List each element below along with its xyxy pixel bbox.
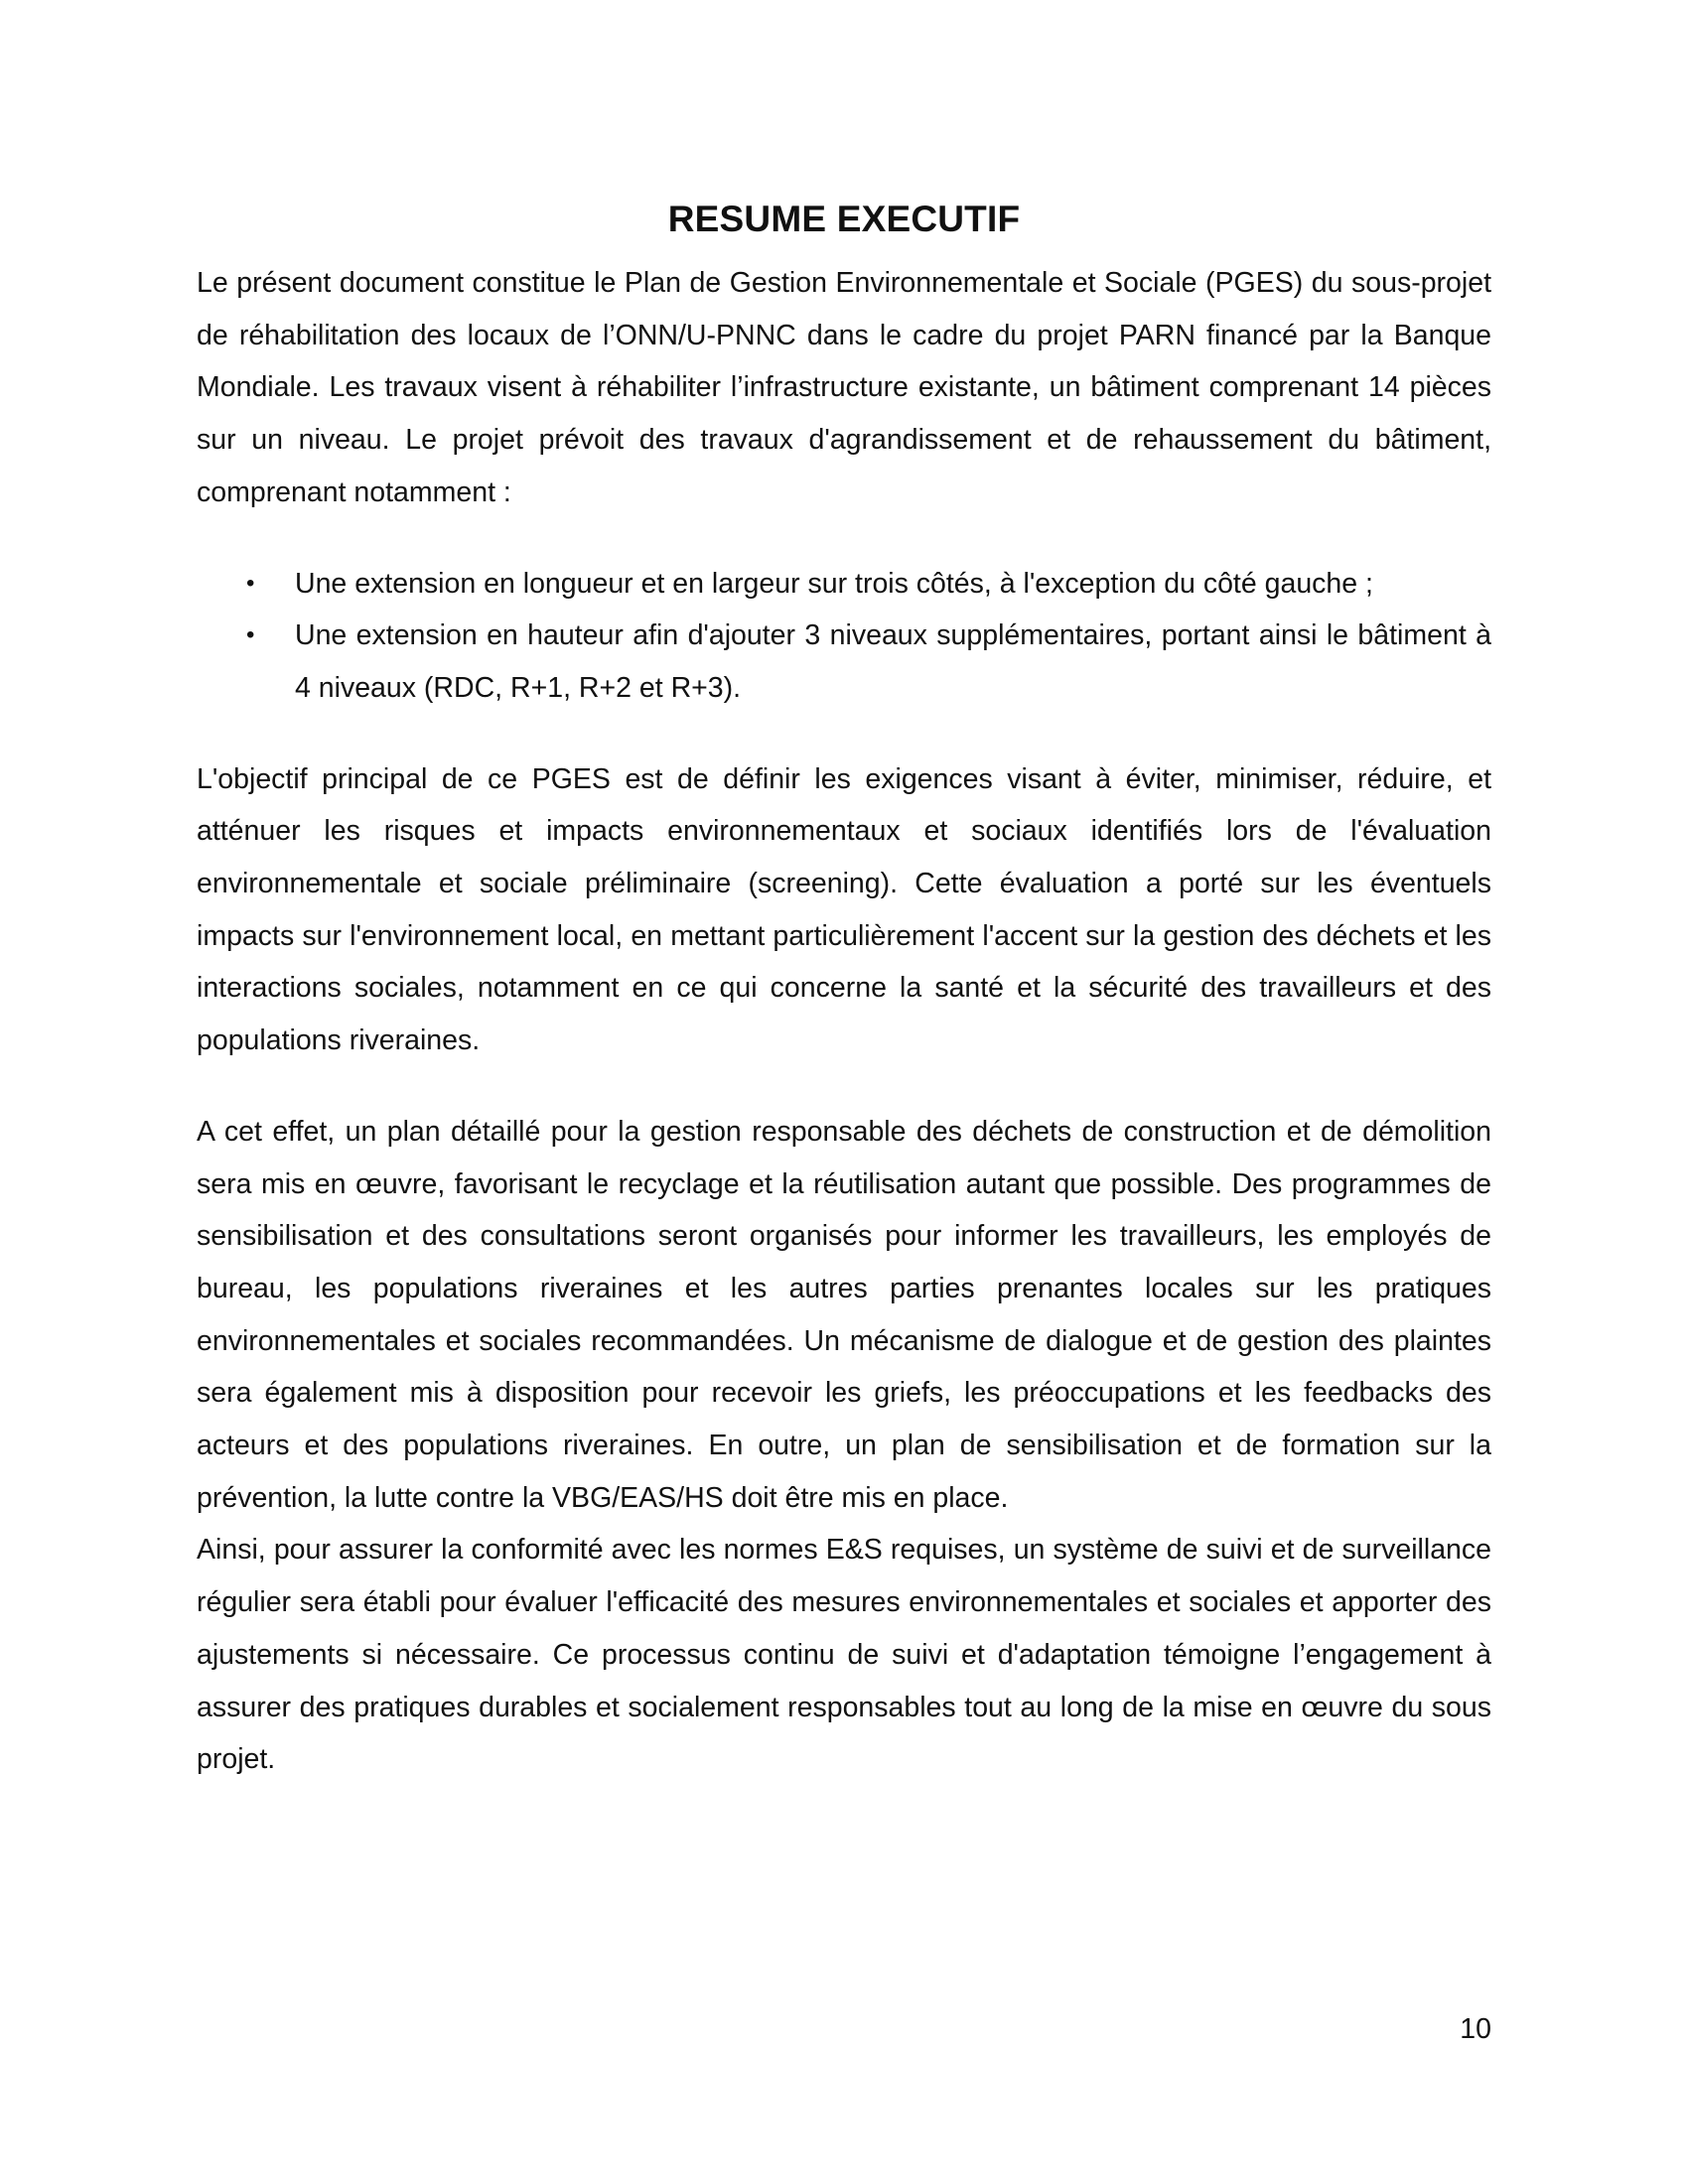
list-item-text: Une extension en longueur et en largeur sur trois côtés, à l'exception du côté gauche ; <box>295 567 1373 600</box>
list-item <box>197 610 1491 714</box>
intro-paragraph: Le présent document constitue le Plan de Gestion Environnementale et Sociale (PGES) du sous-projet de réhabilitation des locaux de l’ONN/U-PNNC dans le cadre du projet PARN financé par la Banque Mondiale. Les travaux visent à réhabiliter l’infrastructure existante, un bâtiment comprenant 14 pièces sur un niveau. Le projet prévoit des travaux d'agrandissement et de rehaussement du bâtiment, comprenant notamment : <box>197 267 1491 508</box>
monitoring-paragraph: Ainsi, pour assurer la conformité avec les normes E&S requises, un système de suivi et de surveillance régulier sera établi pour évaluer l'efficacité des mesures environnementales et sociales et apporter des ajustements si nécessaire. Ce processus continu de suivi et d'adaptation témoigne l’engagement à assurer des pratiques durables et socialement responsables tout au long de la mise en œuvre du sous projet. <box>197 1534 1491 1776</box>
page-number: 10 <box>1460 2013 1491 2045</box>
list-item-text: Une extension en hauteur afin d'ajouter 3 niveaux supplémentaires, portant ainsi le bâtiment à 4 niveaux (RDC, R+1, R+2 et R+3). <box>295 619 1491 704</box>
objective-paragraph: L'objectif principal de ce PGES est de définir les exigences visant à éviter, minimiser, réduire, et atténuer les risques et impacts environnementaux et sociaux identifiés lors de l'évaluation environnementale et sociale préliminaire (screening). Cette évaluation a porté sur les éventuels impacts sur l'environnement local, en mettant particulièrement l'accent sur la gestion des déchets et les interactions sociales, notamment en ce qui concerne la santé et la sécurité des travailleurs et des populations riveraines. <box>197 762 1491 1057</box>
page-title: RESUME EXECUTIF <box>667 199 1021 239</box>
list-item <box>197 558 1491 611</box>
page-content <box>197 189 1491 1786</box>
bullet-icon: • <box>246 569 255 597</box>
measures-paragraph: A cet effet, un plan détaillé pour la gestion responsable des déchets de construction et de démolition sera mis en œuvre, favorisant le recyclage et la réutilisation autant que possible. Des programmes de sensibilisation et des consultations seront organisés pour informer les travailleurs, les employés de bureau, les populations riveraines et les autres parties prenantes locales sur les pratiques environnementales et sociales recommandées. Un mécanisme de dialogue et de gestion des plaintes sera également mis à disposition pour recevoir les griefs, les préoccupations et les feedbacks des acteurs et des populations riveraines. En outre, un plan de sensibilisation et de formation sur la prévention, la lutte contre la VBG/EAS/HS doit être mis en place. <box>197 1115 1491 1514</box>
extension-list <box>197 558 1491 715</box>
bullet-icon: • <box>246 621 255 649</box>
